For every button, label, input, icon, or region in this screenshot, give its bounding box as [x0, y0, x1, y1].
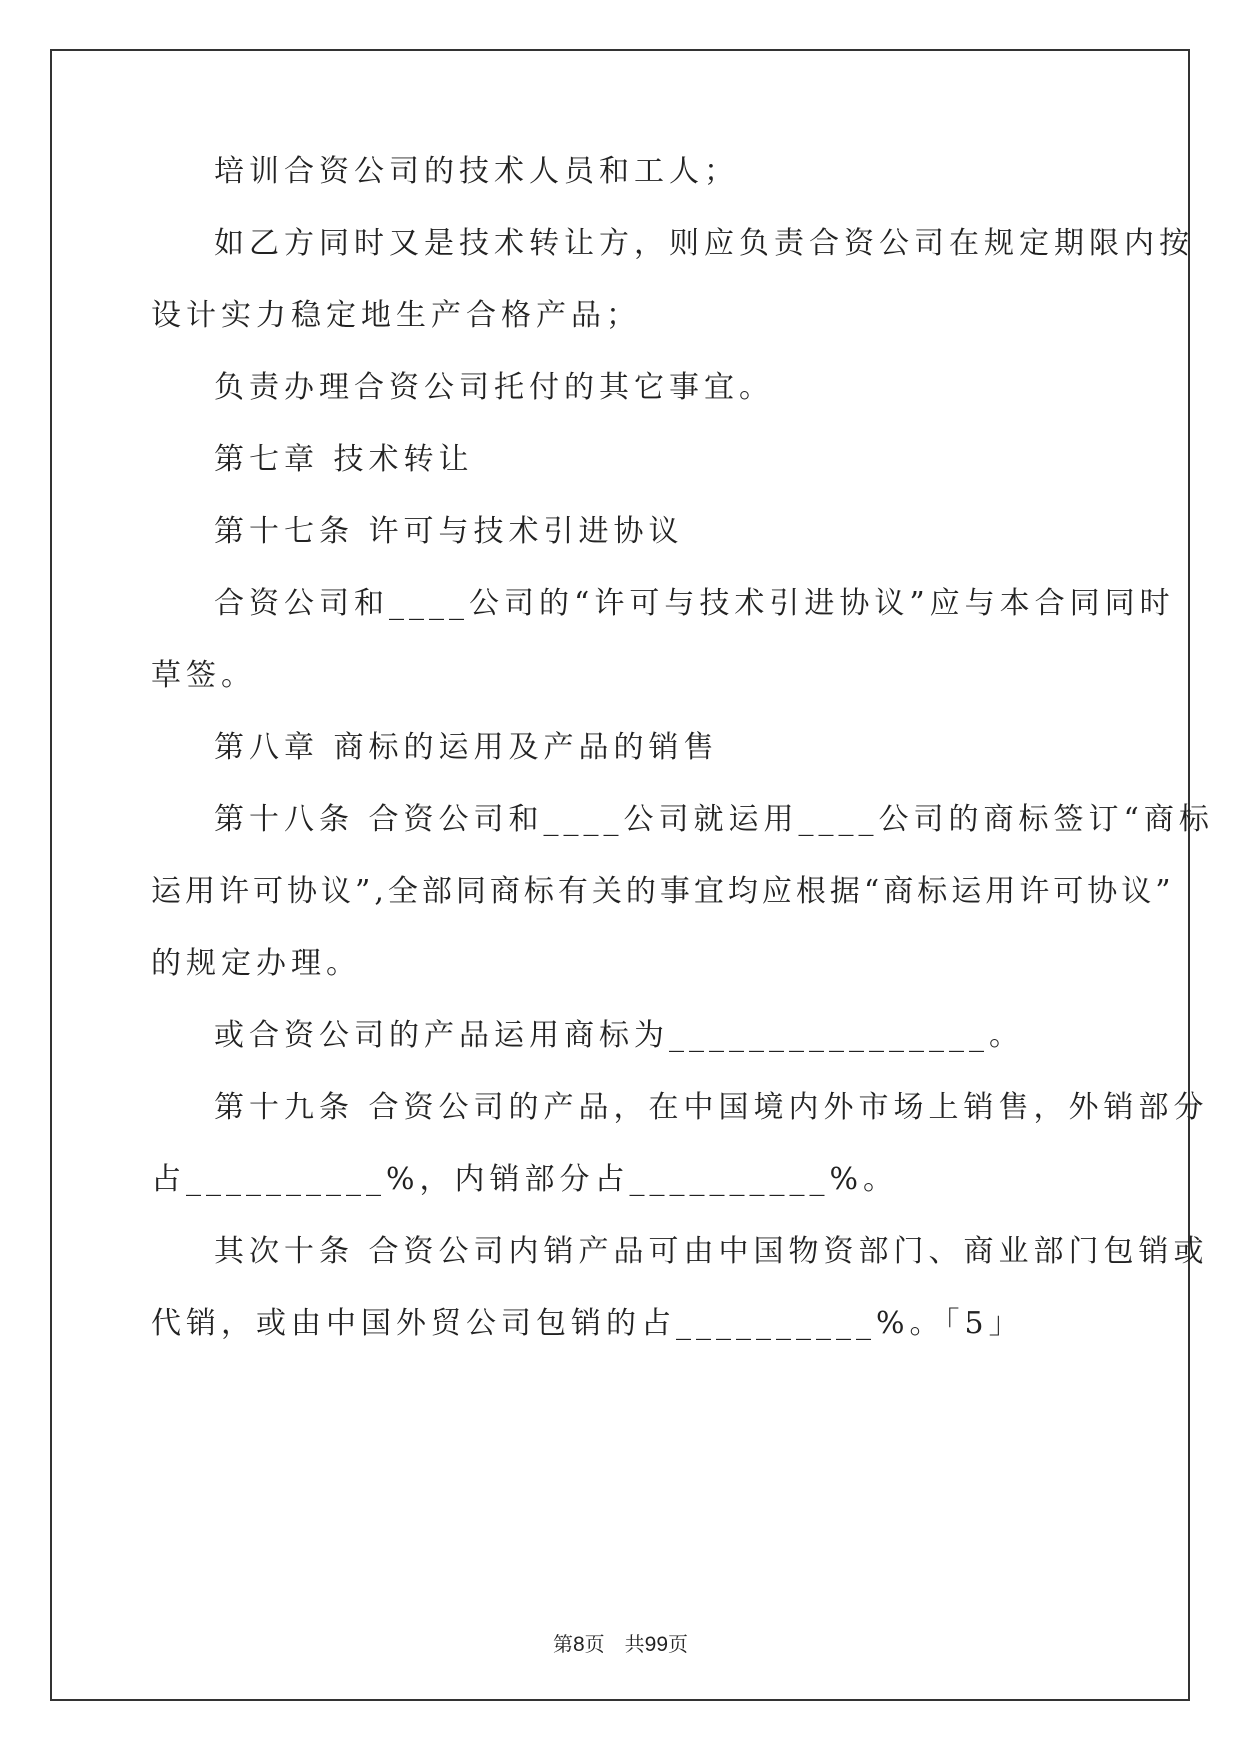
page-total: 99 [644, 1633, 669, 1656]
text-line: 占__________%，内销部分占__________%。 [151, 1162, 899, 1197]
text-line: 培训合资公司的技术人员和工人； [214, 154, 739, 189]
text-line: 或合资公司的产品运用商标为________________。 [214, 1018, 1024, 1053]
text-line: 代销，或由中国外贸公司包销的占__________%。「5」 [151, 1306, 1024, 1341]
page-footer [0, 1630, 1241, 1659]
text-line: 第十八条 合资公司和____公司就运用____公司的商标签订“商标 [214, 802, 1214, 837]
text-line: 的规定办理。 [151, 946, 361, 981]
text-line: 第十九条 合资公司的产品，在中国境内外市场上销售，外销部分 [214, 1090, 1209, 1125]
chapter-heading: 第七章 技术转让 [214, 442, 474, 477]
text-line: 草签。 [151, 658, 256, 693]
footer-suffix: 页 [668, 1632, 689, 1656]
text-line: 设计实力稳定地生产合格产品； [151, 298, 641, 333]
page-number: 8 [572, 1633, 585, 1656]
footer-mid: 页 共 [584, 1632, 645, 1656]
text-line: 其次十条 合资公司内销产品可由中国物资部门、商业部门包销或 [214, 1234, 1209, 1269]
chapter-heading: 第八章 商标的运用及产品的销售 [214, 730, 719, 765]
footer-prefix: 第 [552, 1632, 573, 1656]
text-line: 合资公司和____公司的“许可与技术引进协议”应与本合同同时 [214, 586, 1175, 621]
article-heading: 第十七条 许可与技术引进协议 [214, 514, 684, 549]
text-line: 负责办理合资公司托付的其它事宜。 [214, 370, 774, 405]
text-line: 如乙方同时又是技术转让方，则应负责合资公司在规定期限内按 [214, 226, 1194, 261]
text-line: 运用许可协议”,全部同商标有关的事宜均应根据“商标运用许可协议” [151, 874, 1175, 909]
